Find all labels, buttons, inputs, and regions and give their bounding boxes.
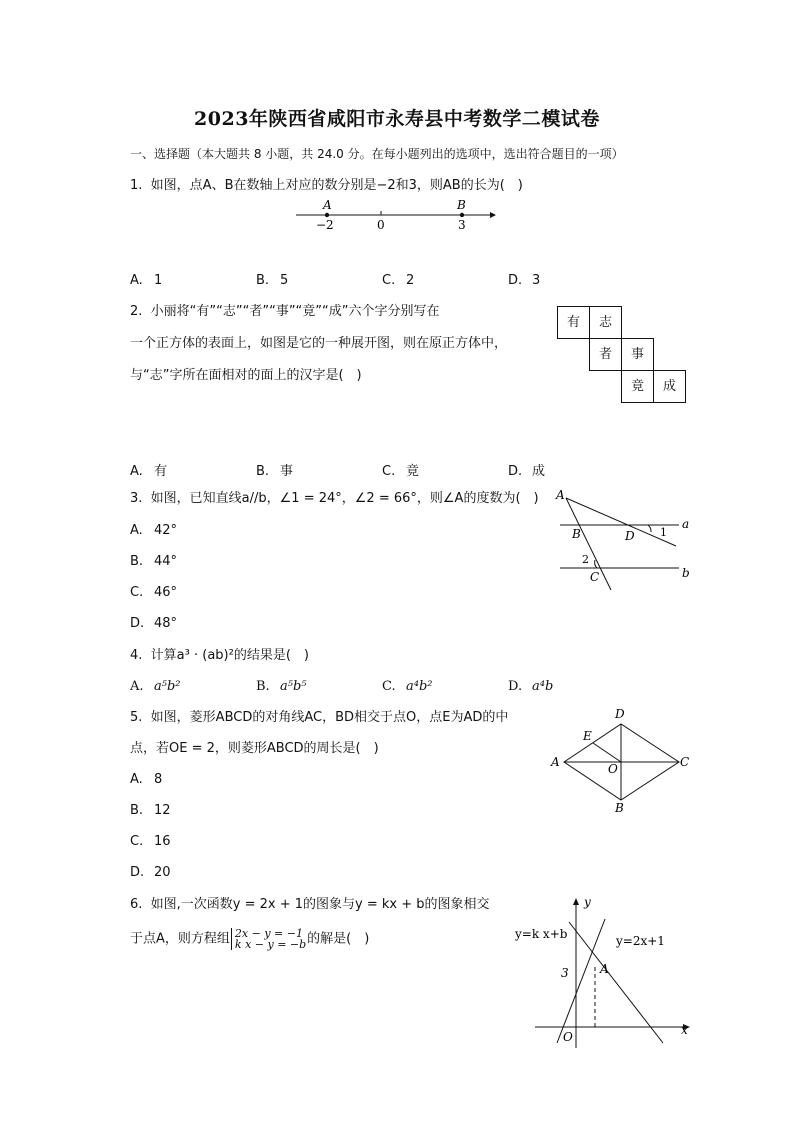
- q2-option-d[interactable]: D. 成: [508, 464, 546, 479]
- q3-option-a[interactable]: A. 42°: [130, 523, 178, 538]
- label-a-vertex: A: [551, 755, 560, 769]
- q2-option-a[interactable]: A. 有: [130, 464, 168, 479]
- label-b-point: B: [572, 527, 581, 541]
- label-a-point: A: [556, 488, 565, 502]
- segment-oe: [593, 743, 621, 762]
- q3-option-b[interactable]: B. 44°: [130, 554, 178, 569]
- label-a: A: [323, 198, 332, 212]
- label-e-point: E: [583, 729, 592, 743]
- section-heading: 一、选择题（本大题共 8 小题，共 24.0 分。在每小题列出的选项中，选出符合题目的一项）: [130, 147, 624, 161]
- label-point-a: A: [600, 962, 609, 976]
- q2-line3: 与“志”字所在面相对的面上的汉字是( ): [130, 368, 362, 383]
- q4-option-b[interactable]: B. a⁵b⁵: [256, 679, 307, 694]
- q2-line1: 2. 小丽将“有”“志”“者”“事”“竟”“成”六个字分别写在: [130, 304, 440, 319]
- q3-text: 3. 如图，已知直线a//b，∠1 = 24°，∠2 = 66°，则∠A的度数为( ): [130, 491, 539, 506]
- q4-text: 4. 计算a³ · (ab)²的结果是( ): [130, 648, 309, 663]
- q1-option-a[interactable]: A. 1: [130, 273, 163, 288]
- q3-option-d[interactable]: D. 48°: [130, 616, 178, 631]
- q3-option-c[interactable]: C. 46°: [130, 585, 178, 600]
- label-d-point: D: [625, 529, 635, 543]
- label-three: 3: [561, 966, 569, 980]
- q5-option-a[interactable]: A. 8: [130, 772, 163, 787]
- parallel-lines-figure: [552, 486, 697, 592]
- q5-line2: 点，若OE = 2，则菱形ABCD的周长是( ): [130, 741, 379, 756]
- linear-function-graph: [513, 893, 693, 1053]
- q4-option-c[interactable]: C. a⁴b²: [382, 679, 433, 694]
- net-cell-zhe: 者: [589, 338, 622, 371]
- label-line-a: a: [682, 517, 690, 531]
- q5-option-b[interactable]: B. 12: [130, 803, 171, 818]
- point-b-dot: [460, 213, 464, 217]
- page-title: 2023年陕西省咸阳市永寿县中考数学二模试卷: [194, 108, 600, 130]
- label-d-vertex: D: [615, 707, 625, 721]
- label-angle2: 2: [582, 553, 589, 566]
- net-cell-you: 有: [557, 306, 590, 339]
- q6-line1: 6. 如图,一次函数y = 2x + 1的图象与y = kx + b的图象相交: [130, 897, 490, 912]
- label-zero: 0: [377, 218, 385, 232]
- net-cell-cheng: 成: [653, 370, 686, 403]
- equation-system: 2x − y = −1 k x − y = −b: [231, 928, 306, 950]
- label-three: 3: [458, 218, 466, 232]
- q5-line1: 5. 如图，菱形ABCD的对角线AC，BD相交于点O，点E为AD的中: [130, 710, 509, 725]
- label-b: B: [457, 198, 466, 212]
- q6-line2: 于点A，则方程组 2x − y = −1 k x − y = −b的解是( ): [130, 927, 370, 951]
- q5-option-c[interactable]: C. 16: [130, 834, 171, 849]
- angle1-arc: [648, 525, 651, 532]
- label-angle1: 1: [660, 526, 667, 539]
- label-c-vertex: C: [680, 755, 690, 769]
- q2-option-c[interactable]: C. 竟: [382, 464, 420, 479]
- q1-option-c[interactable]: C. 2: [382, 273, 415, 288]
- q5-option-d[interactable]: D. 20: [130, 865, 171, 880]
- line-ac: [566, 498, 611, 590]
- q1-option-d[interactable]: D. 3: [508, 273, 541, 288]
- label-line-b: b: [682, 566, 690, 580]
- q4-option-a[interactable]: A. a⁵b²: [130, 679, 181, 694]
- label-o-point: O: [608, 762, 618, 776]
- label-y-axis: y: [584, 895, 591, 909]
- label-origin: O: [563, 1030, 573, 1044]
- q2-line2: 一个正方体的表面上，如图是它的一种展开图，则在原正方体中，: [130, 336, 508, 351]
- q1-text: [130, 178, 523, 194]
- net-cell-shi: 事: [621, 338, 654, 371]
- net-cell-zhi: 志: [589, 306, 622, 339]
- label-minus2: −2: [316, 218, 334, 232]
- label-eq-kx-b: y=k x+b: [515, 927, 568, 941]
- q1-stem: 如图，点A、B在数轴上对应的数分别是−2和3，则AB的长为( ): [150, 178, 523, 193]
- q2-option-b[interactable]: B. 事: [256, 464, 294, 479]
- number-line-figure: [290, 196, 500, 236]
- point-a-dot: [325, 213, 329, 217]
- number-line-arrow: [490, 212, 496, 218]
- label-eq-2x-1: y=2x+1: [616, 934, 665, 948]
- q1-option-b[interactable]: B. 5: [256, 273, 289, 288]
- label-x-axis: x: [681, 1023, 688, 1037]
- label-c-point: C: [590, 570, 600, 584]
- label-b-vertex: B: [615, 801, 624, 814]
- q1-number: 1.: [130, 178, 143, 193]
- q4-option-d[interactable]: D. a⁴b: [508, 679, 554, 694]
- rhombus-figure: [543, 706, 693, 814]
- y-axis-arrow: [573, 898, 579, 905]
- net-cell-jing: 竟: [621, 370, 654, 403]
